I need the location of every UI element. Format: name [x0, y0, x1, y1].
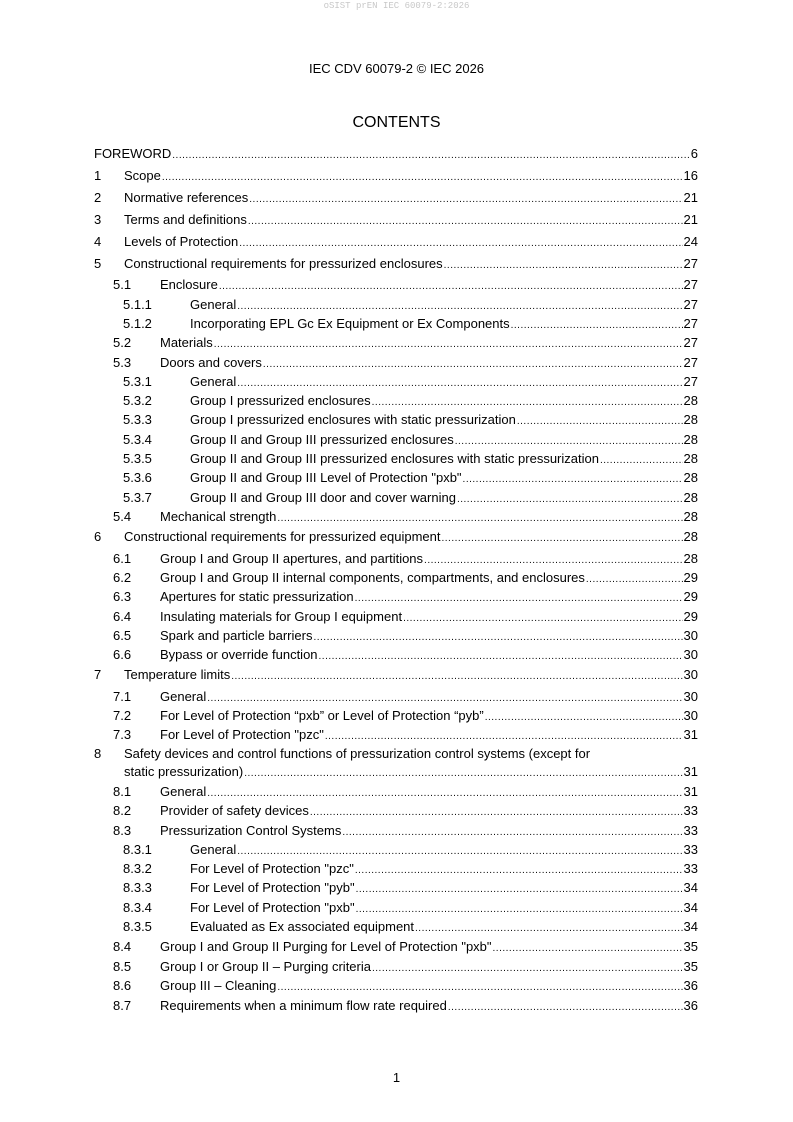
toc-entry-number: 2 — [94, 190, 102, 205]
toc-dot-leader — [448, 998, 683, 1017]
toc-entry-page: 31 — [683, 727, 698, 742]
toc-entry[interactable] — [94, 410, 698, 429]
toc-dot-leader — [219, 277, 683, 296]
toc-entry-page: 30 — [683, 667, 698, 682]
toc-entry-title: General — [190, 842, 237, 857]
toc-entry[interactable] — [94, 507, 698, 526]
toc-entry-number: 6 — [94, 529, 102, 544]
toc-entry-title: For Level of Protection "pxb" — [190, 900, 355, 915]
toc-entry-page: 28 — [683, 490, 698, 505]
toc-entry-title: Normative references — [124, 190, 249, 205]
toc-entry-title: Bypass or override function — [160, 647, 318, 662]
toc-entry-number: 5.1 — [113, 277, 132, 292]
toc-dot-leader — [493, 939, 683, 958]
toc-dot-leader — [355, 589, 683, 608]
toc-entry-number: 8.3.2 — [123, 861, 152, 876]
toc-entry[interactable] — [94, 430, 698, 449]
toc-entry-page: 24 — [683, 234, 698, 249]
toc-entry[interactable] — [94, 937, 698, 956]
toc-entry-number: 5.3.7 — [123, 490, 152, 505]
toc-entry-page: 34 — [683, 919, 698, 934]
toc-entry-page: 28 — [683, 412, 698, 427]
toc-entry-number: 1 — [94, 168, 102, 183]
toc-entry[interactable] — [94, 188, 698, 207]
toc-entry[interactable] — [94, 549, 698, 568]
toc-entry-number: 8.4 — [113, 939, 132, 954]
toc-entry[interactable] — [94, 333, 698, 352]
toc-entry-title: Group I or Group II – Purging criteria — [160, 959, 371, 974]
toc-entry-title: Insulating materials for Group I equipment — [160, 609, 403, 624]
toc-entry[interactable] — [94, 782, 698, 801]
toc-dot-leader — [162, 168, 683, 187]
toc-entry-title: Requirements when a minimum flow rate required — [160, 998, 447, 1013]
toc-entry[interactable] — [94, 745, 698, 781]
toc-entry-page: 28 — [683, 470, 698, 485]
toc-entry-page: 29 — [683, 609, 698, 624]
toc-entry-page: 33 — [683, 861, 698, 876]
toc-entry-title: Group II and Group III pressurized enclosures with static pressurization — [190, 451, 599, 466]
toc-entry-title: Materials — [160, 335, 213, 350]
toc-dot-leader — [277, 978, 682, 997]
toc-entry[interactable] — [94, 275, 698, 294]
toc-entry-title: Group I pressurized enclosures — [190, 393, 371, 408]
toc-entry-title: Group II and Group III Level of Protection "pxb" — [190, 470, 462, 485]
toc-entry[interactable] — [94, 996, 698, 1015]
toc-entry-number: 6.6 — [113, 647, 132, 662]
toc-entry-title: Scope — [124, 168, 161, 183]
toc-dot-leader — [172, 146, 689, 165]
toc-entry-page: 30 — [683, 628, 698, 643]
toc-entry[interactable] — [94, 353, 698, 372]
toc-entry[interactable] — [94, 878, 698, 897]
toc-entry-number: 4 — [94, 234, 102, 249]
toc-entry-title: Levels of Protection — [124, 234, 239, 249]
toc-entry-number: 5.3.3 — [123, 412, 152, 427]
toc-entry-page: 28 — [683, 432, 698, 447]
toc-entry[interactable] — [94, 449, 698, 468]
toc-entry-number: 8.3 — [113, 823, 132, 838]
toc-entry-number: 7.1 — [113, 689, 132, 704]
toc-entry-title: For Level of Protection "pyb" — [190, 880, 355, 895]
toc-entry-title: Constructional requirements for pressurized enclosures — [124, 256, 443, 271]
toc-entry[interactable] — [94, 645, 698, 664]
toc-dot-leader — [214, 335, 683, 354]
toc-entry-page: 28 — [683, 529, 698, 544]
toc-entry-number: 8 — [94, 746, 102, 761]
toc-entry[interactable] — [94, 568, 698, 587]
document-header: IEC CDV 60079-2 © IEC 2026 — [308, 61, 485, 76]
toc-entry-number: 6.2 — [113, 570, 132, 585]
toc-entry-page: 27 — [683, 316, 698, 331]
toc-entry-page: 33 — [683, 803, 698, 818]
toc-dot-leader — [249, 190, 682, 209]
toc-dot-leader — [239, 234, 682, 253]
toc-entry-number: 7.2 — [113, 708, 132, 723]
toc-entry-number: 6.4 — [113, 609, 132, 624]
toc-entry-title: Spark and particle barriers — [160, 628, 313, 643]
toc-entry[interactable] — [94, 957, 698, 976]
toc-entry-page: 34 — [683, 880, 698, 895]
toc-entry-title: For Level of Protection "pzc" — [190, 861, 354, 876]
toc-entry-page: 27 — [683, 355, 698, 370]
toc-entry-page: 27 — [683, 335, 698, 350]
toc-entry-number: 8.3.3 — [123, 880, 152, 895]
toc-entry[interactable] — [94, 372, 698, 391]
toc-entry[interactable] — [94, 859, 698, 878]
toc-dot-leader — [517, 412, 683, 431]
toc-entry-title: Group II and Group III pressurized enclosures — [190, 432, 454, 447]
toc-entry-number: 3 — [94, 212, 102, 227]
toc-entry-page: 30 — [683, 689, 698, 704]
toc-entry-title: Incorporating EPL Gc Ex Equipment or Ex Components — [190, 316, 510, 331]
toc-entry-number: 7.3 — [113, 727, 132, 742]
toc-entry[interactable] — [94, 468, 698, 487]
toc-entry-page: 33 — [683, 823, 698, 838]
toc-dot-leader — [463, 470, 683, 489]
toc-dot-leader — [415, 919, 683, 938]
toc-entry-title: Group II and Group III door and cover warning — [190, 490, 456, 505]
toc-entry[interactable] — [94, 976, 698, 995]
toc-entry-page: 27 — [683, 297, 698, 312]
toc-dot-leader — [319, 647, 683, 666]
toc-entry-title: Safety devices and control functions of pressurization control systems (except for — [124, 746, 591, 761]
toc-entry-title: Enclosure — [160, 277, 218, 292]
toc-entry[interactable] — [94, 840, 698, 859]
toc-entry[interactable] — [94, 587, 698, 606]
toc-entry-page: 35 — [683, 959, 698, 974]
toc-entry-number: 5.2 — [113, 335, 132, 350]
toc-dot-leader — [310, 803, 683, 822]
toc-entry-page: 34 — [683, 900, 698, 915]
toc-entry-title: Temperature limits — [124, 667, 231, 682]
toc-dot-leader — [325, 727, 683, 746]
toc-entry[interactable] — [94, 801, 698, 820]
toc-entry-number: 5.4 — [113, 509, 132, 524]
toc-entry[interactable] — [94, 254, 698, 273]
toc-entry-title: FOREWORD — [94, 146, 172, 161]
toc-entry-number: 5.1.2 — [123, 316, 152, 331]
toc-entry-page: 16 — [683, 168, 698, 183]
toc-entry-page: 30 — [683, 708, 698, 723]
toc-entry-page: 36 — [683, 998, 698, 1013]
toc-entry-title: Provider of safety devices — [160, 803, 309, 818]
toc-dot-leader — [356, 880, 683, 899]
toc-entry-number: 5.3.5 — [123, 451, 152, 466]
toc-entry-title: Mechanical strength — [160, 509, 277, 524]
toc-entry-number: 5.3.1 — [123, 374, 152, 389]
toc-entry-number: 5.3.6 — [123, 470, 152, 485]
toc-entry[interactable] — [94, 917, 698, 936]
toc-entry-number: 5.1.1 — [123, 297, 152, 312]
toc-entry-number: 5.3 — [113, 355, 132, 370]
toc-entry[interactable] — [94, 210, 698, 229]
toc-dot-leader — [277, 509, 682, 528]
toc-entry-number: 8.1 — [113, 784, 132, 799]
toc-entry-number: 8.3.1 — [123, 842, 152, 857]
toc-entry-number: 8.6 — [113, 978, 132, 993]
toc-entry-page: 28 — [683, 451, 698, 466]
page-number: 1 — [392, 1070, 401, 1085]
toc-entry-number: 6.5 — [113, 628, 132, 643]
toc-dot-leader — [442, 529, 683, 548]
toc-entry[interactable] — [94, 391, 698, 410]
toc-entry[interactable] — [94, 166, 698, 185]
toc-entry-title: Group I and Group II internal components, compartments, and enclosures — [160, 570, 585, 585]
toc-entry-number: 5.3.2 — [123, 393, 152, 408]
toc-entry-page: 29 — [683, 589, 698, 604]
toc-entry-number: 6.3 — [113, 589, 132, 604]
toc-entry-title: General — [190, 297, 237, 312]
toc-dot-leader — [244, 765, 682, 783]
toc-entry-title: General — [190, 374, 237, 389]
toc-entry-number: 8.7 — [113, 998, 132, 1013]
toc-entry-number: 8.5 — [113, 959, 132, 974]
toc-entry-page: 28 — [683, 509, 698, 524]
toc-entry-number: 8.2 — [113, 803, 132, 818]
toc-entry-title: Group I and Group II Purging for Level of Protection "pxb" — [160, 939, 492, 954]
toc-entry-title: Group I and Group II apertures, and partitions — [160, 551, 424, 566]
toc-entry-title: Group III – Cleaning — [160, 978, 277, 993]
toc-entry-page: 6 — [690, 146, 698, 161]
toc-entry[interactable] — [94, 626, 698, 645]
toc-entry-page: 21 — [683, 190, 698, 205]
toc-entry-page: 31 — [683, 764, 698, 779]
watermark: oSIST prEN IEC 60079-2:2026 — [323, 1, 470, 11]
toc-entry-title: Terms and definitions — [124, 212, 247, 227]
toc-entry-page: 21 — [683, 212, 698, 227]
toc-entry-title: For Level of Protection "pzc" — [160, 727, 324, 742]
toc-entry-page: 33 — [683, 842, 698, 857]
toc-entry-number: 8.3.5 — [123, 919, 152, 934]
toc-entry-page: 28 — [683, 551, 698, 566]
contents-title: CONTENTS — [352, 114, 441, 131]
toc-entry-title: Apertures for static pressurization — [160, 589, 354, 604]
toc-entry-title: For Level of Protection “pxb” or Level of Protection “pyb” — [160, 708, 484, 723]
toc-entry[interactable] — [94, 898, 698, 917]
toc-entry-page: 31 — [683, 784, 698, 799]
toc-entry[interactable] — [94, 821, 698, 840]
toc-dot-leader — [248, 212, 683, 231]
toc-entry-page: 30 — [683, 647, 698, 662]
toc-entry[interactable] — [94, 725, 698, 744]
toc-entry[interactable] — [94, 488, 698, 507]
toc-entry-title: Group I pressurized enclosures with static pressurization — [190, 412, 516, 427]
toc-entry[interactable] — [94, 232, 698, 251]
toc-entry-title: General — [160, 689, 207, 704]
toc-dot-leader — [444, 256, 683, 275]
toc-dot-leader — [231, 667, 682, 686]
toc-entry[interactable] — [94, 706, 698, 725]
toc-entry-title-continued: static pressurization) — [124, 764, 244, 779]
toc-entry-title: Pressurization Control Systems — [160, 823, 342, 838]
toc-entry[interactable] — [94, 295, 698, 314]
toc-entry-page: 36 — [683, 978, 698, 993]
toc-entry[interactable] — [94, 687, 698, 706]
toc-entry-title: Doors and covers — [160, 355, 262, 370]
toc-entry-page: 27 — [683, 256, 698, 271]
toc-entry-number: 8.3.4 — [123, 900, 152, 915]
toc-entry-page: 28 — [683, 393, 698, 408]
toc-entry[interactable] — [94, 607, 698, 626]
toc-entry[interactable] — [94, 527, 698, 546]
toc-entry-number: 7 — [94, 667, 102, 682]
toc-entry-page: 29 — [683, 570, 698, 585]
toc-entry-page: 27 — [683, 374, 698, 389]
toc-entry[interactable] — [94, 314, 698, 333]
toc-entry[interactable] — [94, 144, 698, 163]
toc-entry-number: 5.3.4 — [123, 432, 152, 447]
toc-entry-title: Evaluated as Ex associated equipment — [190, 919, 415, 934]
toc-entry[interactable] — [94, 665, 698, 684]
toc-entry-title: Constructional requirements for pressurized equipment — [124, 529, 441, 544]
toc-entry-page: 35 — [683, 939, 698, 954]
toc-entry-number: 6.1 — [113, 551, 132, 566]
toc-entry-page: 27 — [683, 277, 698, 292]
toc-entry-title: General — [160, 784, 207, 799]
toc-entry-number: 5 — [94, 256, 102, 271]
